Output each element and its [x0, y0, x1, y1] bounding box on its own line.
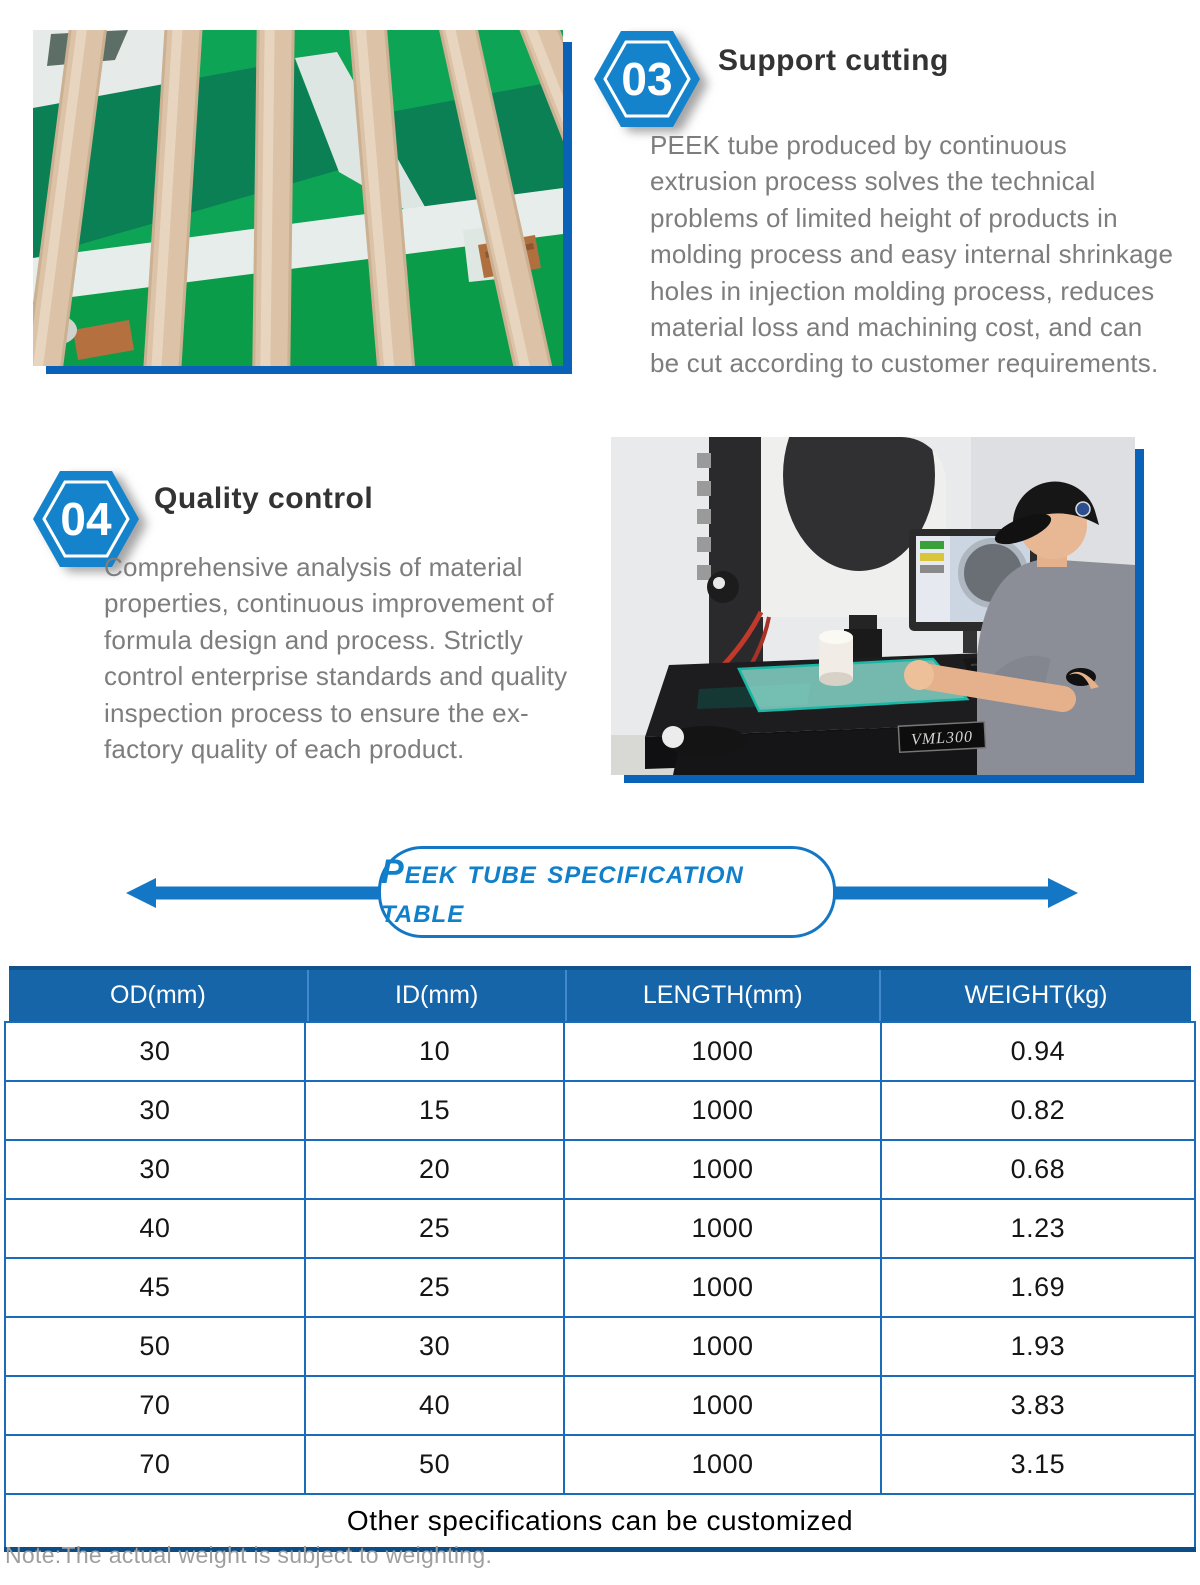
cell-length: 1000 — [564, 1317, 881, 1376]
cell-length: 1000 — [564, 1435, 881, 1494]
banner-pill — [378, 846, 836, 938]
cell-id: 30 — [305, 1317, 564, 1376]
section-body-quality-control: Comprehensive analysis of material properties, continuous improvement of formula design and process. Strictly control enterprise standards and quality inspection process to ensure the ex-factory quality of each product. — [104, 552, 568, 765]
right-arrow-icon — [834, 878, 1078, 908]
machine-label: VML300 — [910, 728, 974, 749]
section-title-quality-control: Quality control — [154, 482, 374, 515]
cell-weight: 0.68 — [881, 1140, 1195, 1199]
cell-weight: 1.69 — [881, 1258, 1195, 1317]
step-badge-03 — [594, 27, 700, 131]
cell-weight: 3.15 — [881, 1435, 1195, 1494]
table-row — [5, 1022, 1195, 1081]
step-number: 03 — [621, 53, 673, 105]
banner-label: Peek tube specification table — [381, 853, 744, 930]
cell-weight: 1.93 — [881, 1317, 1195, 1376]
table-row — [5, 1258, 1195, 1317]
left-arrow-icon — [126, 878, 382, 908]
cell-length: 1000 — [564, 1199, 881, 1258]
peek-tubes-illustration — [33, 30, 563, 366]
quality-control-photo — [611, 437, 1135, 775]
spec-table — [4, 966, 1196, 1552]
section-title-support-cutting: Support cutting — [718, 44, 949, 77]
table-row — [5, 1317, 1195, 1376]
cell-length: 1000 — [564, 1140, 881, 1199]
cell-id: 10 — [305, 1022, 564, 1081]
cell-od: 30 — [5, 1022, 305, 1081]
cell-length: 1000 — [564, 1081, 881, 1140]
cell-id: 25 — [305, 1258, 564, 1317]
step-number: 04 — [60, 493, 112, 545]
weight-note: Note:The actual weight is subject to weighting. — [5, 1542, 493, 1568]
column-header-weight: WEIGHT(kg) — [879, 970, 1191, 1021]
cell-od: 30 — [5, 1140, 305, 1199]
cell-id: 40 — [305, 1376, 564, 1435]
peek-tubes-photo — [33, 30, 563, 366]
cell-id: 25 — [305, 1199, 564, 1258]
cell-id: 15 — [305, 1081, 564, 1140]
cell-od: 50 — [5, 1317, 305, 1376]
cell-od: 30 — [5, 1081, 305, 1140]
hexagon-icon — [594, 27, 700, 131]
column-header-id: ID(mm) — [307, 970, 565, 1021]
spec-table-body — [4, 1021, 1196, 1552]
cell-od: 70 — [5, 1435, 305, 1494]
cell-length: 1000 — [564, 1022, 881, 1081]
cell-od: 70 — [5, 1376, 305, 1435]
table-row — [5, 1435, 1195, 1494]
cell-length: 1000 — [564, 1258, 881, 1317]
cell-id: 20 — [305, 1140, 564, 1199]
spec-table-header-row — [9, 966, 1191, 1021]
column-header-length: LENGTH(mm) — [565, 970, 879, 1021]
cell-weight: 1.23 — [881, 1199, 1195, 1258]
table-row — [5, 1140, 1195, 1199]
table-row — [5, 1081, 1195, 1140]
cell-id: 50 — [305, 1435, 564, 1494]
quality-control-illustration — [611, 437, 1135, 775]
cell-od: 40 — [5, 1199, 305, 1258]
table-row — [5, 1199, 1195, 1258]
cell-weight: 0.94 — [881, 1022, 1195, 1081]
table-row — [5, 1376, 1195, 1435]
cell-weight: 0.82 — [881, 1081, 1195, 1140]
column-header-od: OD(mm) — [110, 981, 206, 1009]
cell-weight: 3.83 — [881, 1376, 1195, 1435]
cell-length: 1000 — [564, 1376, 881, 1435]
customization-note: Other specifications can be customized — [5, 1494, 1195, 1550]
spec-table-banner — [126, 846, 1078, 938]
cell-od: 45 — [5, 1258, 305, 1317]
section-body-support-cutting: PEEK tube produced by continuous extrusion process solves the technical problems of limited height of products in molding process and easy internal shrinkage holes in injection molding process, reduces material loss and machining cost, and can be cut according to customer requirements. — [650, 130, 1174, 379]
